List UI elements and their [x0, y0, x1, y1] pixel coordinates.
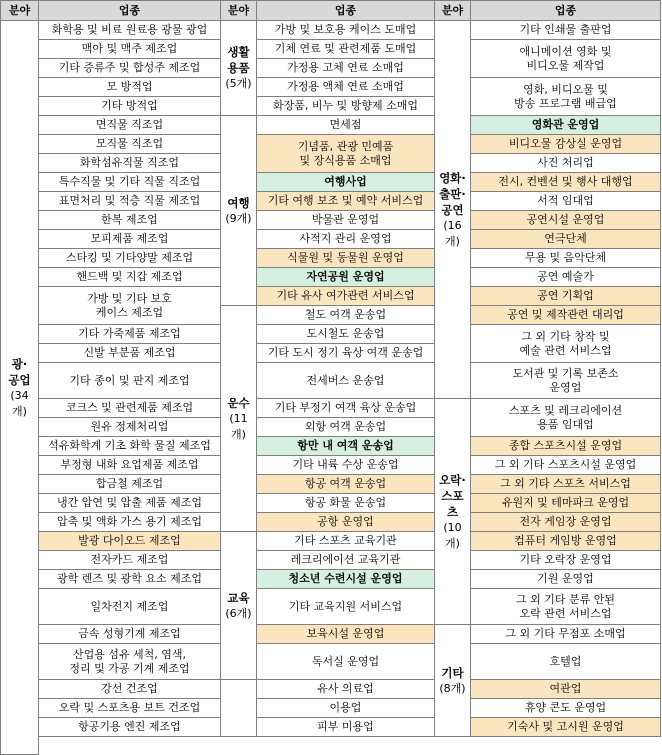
- c1-item-10: 표면처리 및 적층 직물 제조업: [39, 192, 221, 211]
- c1-item-15: 가방 및 기타 보호 케이스 제조업: [39, 287, 221, 325]
- c2-item-33: 이용업: [257, 699, 435, 718]
- c1-item-16: 기타 가죽제품 제조업: [39, 325, 221, 344]
- c3-item-5: 비디오물 감상실 운영업: [471, 135, 661, 154]
- c2-item-1: 가방 및 보호용 케이스 도매업: [257, 21, 435, 40]
- category-mining-manufacturing: 광· 공업 (34개): [1, 21, 39, 755]
- table-row: [1, 494, 661, 513]
- c2-item-14: 기타 유사 여가관련 서비스업: [257, 287, 435, 306]
- c1-item-31: 산업용 섬유 세척, 염색, 정리 및 가공 기계 제조업: [39, 644, 221, 680]
- c1-item-17: 신발 부분품 제조업: [39, 344, 221, 363]
- c2-item-24: 항공 화물 운송업: [257, 494, 435, 513]
- c3-item-3: 영화, 비디오물 및 방송 프로그램 배급업: [471, 78, 661, 116]
- table-row: [1, 363, 661, 381]
- c2-item-10: 박물관 운영업: [257, 211, 435, 230]
- table-row: [1, 699, 661, 718]
- category-count: (9개): [225, 211, 252, 225]
- table-row: [1, 78, 661, 97]
- c2-item-3: 가정용 고체 연료 소매업: [257, 59, 435, 78]
- c3-item-10: 연극단체: [471, 230, 661, 249]
- c2-item-6: 면세점: [257, 116, 435, 135]
- c3-item-30: 휴양 콘도 운영업: [471, 699, 661, 718]
- c2-item-22: 기타 내륙 수상 운송업: [257, 456, 435, 475]
- c1-item-24: 냉간 압연 및 압출 제품 제조업: [39, 494, 221, 513]
- table-row: [1, 173, 661, 192]
- table-row: [1, 718, 661, 737]
- c1-item-19: 코크스 및 관련제품 제조업: [39, 399, 221, 418]
- c3-item-27: 그 외 기타 무점포 소매업: [471, 625, 661, 644]
- c3-item-7: 전시, 컨벤션 및 행사 대행업: [471, 173, 661, 192]
- c2-item-32: 유사 의료업: [257, 680, 435, 699]
- category-c2-3: 운수 (11개): [221, 306, 257, 532]
- table-row: [1, 268, 661, 287]
- c3-item-8: 서적 임대업: [471, 192, 661, 211]
- c1-item-23: 합금철 제조업: [39, 475, 221, 494]
- c2-item-19: 기타 부정기 여객 육상 운송업: [257, 399, 435, 418]
- c1-item-4: 모 방적업: [39, 78, 221, 97]
- c1-item-1: 화학용 및 비료 원료용 광물 광업: [39, 21, 221, 40]
- table-row: [1, 513, 661, 532]
- c2-item-27: 레크리에이션 교육기관: [257, 551, 435, 570]
- c1-item-9: 특수직물 및 기타 직물 직조업: [39, 173, 221, 192]
- c3-item-17: 스포츠 및 레크리에이션 용품 임대업: [471, 399, 661, 437]
- c2-item-20: 외항 여객 운송업: [257, 418, 435, 437]
- category-c2-1: 생활 용품 (5개): [221, 21, 257, 116]
- category-count: (11개): [229, 411, 248, 441]
- c1-item-28: 광학 렌즈 및 광학 요소 제조업: [39, 570, 221, 589]
- c1-item-22: 부정형 내화 요업제품 제조업: [39, 456, 221, 475]
- category-count: (5개): [225, 77, 252, 90]
- category-c2-2: 여행 (9개): [221, 116, 257, 306]
- table-row: [1, 589, 661, 607]
- c1-item-8: 화학섬유직물 직조업: [39, 154, 221, 173]
- c3-item-1: 기타 인쇄물 출판업: [471, 21, 661, 40]
- table-row: [1, 437, 661, 456]
- c1-item-25: 압축 및 액화 가스 용기 제조업: [39, 513, 221, 532]
- table-row: [1, 532, 661, 551]
- c1-item-27: 전자카드 제조업: [39, 551, 221, 570]
- table-row: [1, 570, 661, 589]
- header-row: [1, 1, 661, 21]
- table-row: [1, 475, 661, 494]
- c1-item-29: 일차전지 제조업: [39, 589, 221, 625]
- c1-item-7: 모직물 직조업: [39, 135, 221, 154]
- c2-item-12: 식물원 및 동물원 운영업: [257, 249, 435, 268]
- table-row: [1, 325, 661, 344]
- c1-item-18: 기타 종이 및 판지 제조업: [39, 363, 221, 399]
- header-industry-3: 업종: [471, 1, 661, 21]
- c2-item-30: 보육시설 운영업: [257, 625, 435, 644]
- c2-item-31: 독서실 운영업: [257, 644, 435, 680]
- category-count: (34개): [10, 388, 29, 418]
- c3-item-16: 도서관 및 기록 보존소 운영업: [471, 363, 661, 399]
- table-row: [1, 287, 661, 306]
- header-industry-2: 업종: [257, 1, 435, 21]
- c2-item-21: 항만 내 여객 운송업: [257, 437, 435, 456]
- c1-item-32: 강선 건조업: [39, 680, 221, 699]
- table-row: [1, 249, 661, 268]
- c3-item-22: 전자 게임장 운영업: [471, 513, 661, 532]
- c3-item-18: 종합 스포츠시설 운영업: [471, 437, 661, 456]
- c3-item-11: 무용 및 음악단체: [471, 249, 661, 268]
- c3-item-24: 기타 오락장 운영업: [471, 551, 661, 570]
- c2-item-26: 기타 스포츠 교육기관: [257, 532, 435, 551]
- table-row: [1, 680, 661, 699]
- category-c3-1: 영화· 출판· 공연 (16개): [435, 21, 471, 399]
- c2-item-2: 기체 연료 및 관련제품 도매업: [257, 40, 435, 59]
- table-row: [1, 625, 661, 644]
- c1-item-3: 기타 증류주 및 합성주 제조업: [39, 59, 221, 78]
- category-count: (16개): [443, 218, 462, 248]
- c2-item-29: 기타 교육지원 서비스업: [257, 589, 435, 625]
- c3-item-14: 공연 및 제작관련 대리업: [471, 306, 661, 325]
- c3-item-4: 영화관 운영업: [471, 116, 661, 135]
- c3-item-20: 그 외 기타 스포츠 서비스업: [471, 475, 661, 494]
- c3-item-12: 공연 예술가: [471, 268, 661, 287]
- c2-item-13: 자연공원 운영업: [257, 268, 435, 287]
- category-count: (8개): [439, 681, 466, 695]
- c1-item-13: 스타킹 및 기타양말 제조업: [39, 249, 221, 268]
- c3-item-19: 그 외 기타 스포츠시설 운영업: [471, 456, 661, 475]
- c2-item-5: 화장품, 비누 및 방향제 소매업: [257, 97, 435, 116]
- table-row: [1, 116, 661, 135]
- c1-item-34: 항공기용 엔진 제조업: [39, 718, 221, 737]
- table-row: [1, 230, 661, 249]
- c3-item-6: 사진 처리업: [471, 154, 661, 173]
- category-c3-3: 기타 (8개): [435, 625, 471, 737]
- category-c2-4: 교육 (6개): [221, 532, 257, 680]
- category-c2-5: [221, 680, 257, 737]
- c1-item-11: 한복 제조업: [39, 211, 221, 230]
- c1-item-30: 금속 성형기계 제조업: [39, 625, 221, 644]
- table-row: [1, 40, 661, 59]
- c2-item-11: 사적지 관리 운영업: [257, 230, 435, 249]
- c1-item-33: 오락 및 스포츠용 보트 건조업: [39, 699, 221, 718]
- category-count: (10개): [443, 520, 462, 550]
- category-c3-2: 오락· 스포 츠 (10개): [435, 399, 471, 625]
- c1-item-20: 원유 정제처리업: [39, 418, 221, 437]
- c3-item-9: 공연시설 운영업: [471, 211, 661, 230]
- c1-item-5: 기타 방적업: [39, 97, 221, 116]
- table-row: [1, 737, 661, 755]
- c2-item-4: 가정용 액체 연료 소매업: [257, 78, 435, 97]
- table-row: [1, 456, 661, 475]
- c1-item-21: 석유화학계 기초 화학 물질 제조업: [39, 437, 221, 456]
- c2-item-8: 여행사업: [257, 173, 435, 192]
- header-industry-1: 업종: [39, 1, 221, 21]
- table-row: [1, 644, 661, 662]
- c1-item-2: 맥아 및 맥주 제조업: [39, 40, 221, 59]
- c3-item-2: 애니메이션 영화 및 비디오물 제작업: [471, 40, 661, 78]
- header-division-3: 분야: [435, 1, 471, 21]
- c3-item-13: 공연 기획업: [471, 287, 661, 306]
- c1-item-26: 발광 다이오드 제조업: [39, 532, 221, 551]
- c1-item-6: 면직물 직조업: [39, 116, 221, 135]
- category-count: (6개): [225, 606, 252, 620]
- c3-item-29: 여관업: [471, 680, 661, 699]
- c2-item-23: 항공 여객 운송업: [257, 475, 435, 494]
- c3-item-15: 그 외 기타 창작 및 예술 관련 서비스업: [471, 325, 661, 363]
- header-division-1: 분야: [1, 1, 39, 21]
- c3-item-26: 그 외 기타 분류 안된 오락 관련 서비스업: [471, 589, 661, 625]
- c1-item-12: 모피제품 제조업: [39, 230, 221, 249]
- c2-item-28: 청소년 수련시설 운영업: [257, 570, 435, 589]
- c2-item-15: 철도 여객 운송업: [257, 306, 435, 325]
- c2-item-18: 전세버스 운송업: [257, 363, 435, 399]
- c2-item-34: 피부 미용업: [257, 718, 435, 737]
- table-row: [1, 551, 661, 570]
- c2-item-17: 기타 도시 정기 육상 여객 운송업: [257, 344, 435, 363]
- c3-item-31: 기숙사 및 고시원 운영업: [471, 718, 661, 737]
- table-row: [1, 21, 661, 40]
- c2-item-25: 공항 운영업: [257, 513, 435, 532]
- c3-item-28: 호텔업: [471, 644, 661, 680]
- table-row: [1, 211, 661, 230]
- c2-item-9: 기타 여행 보조 및 예약 서비스업: [257, 192, 435, 211]
- c3-item-25: 기원 운영업: [471, 570, 661, 589]
- table-row: [1, 192, 661, 211]
- header-division-2: 분야: [221, 1, 257, 21]
- c2-item-16: 도시철도 운송업: [257, 325, 435, 344]
- c1-item-14: 핸드백 및 지갑 제조업: [39, 268, 221, 287]
- table-row: [1, 135, 661, 154]
- c3-item-23: 컴퓨터 게임방 운영업: [471, 532, 661, 551]
- c3-item-21: 유원지 및 테마파크 운영업: [471, 494, 661, 513]
- table-row: [1, 399, 661, 418]
- c2-item-7: 기념품, 관광 민예품 및 장식용품 소매업: [257, 135, 435, 173]
